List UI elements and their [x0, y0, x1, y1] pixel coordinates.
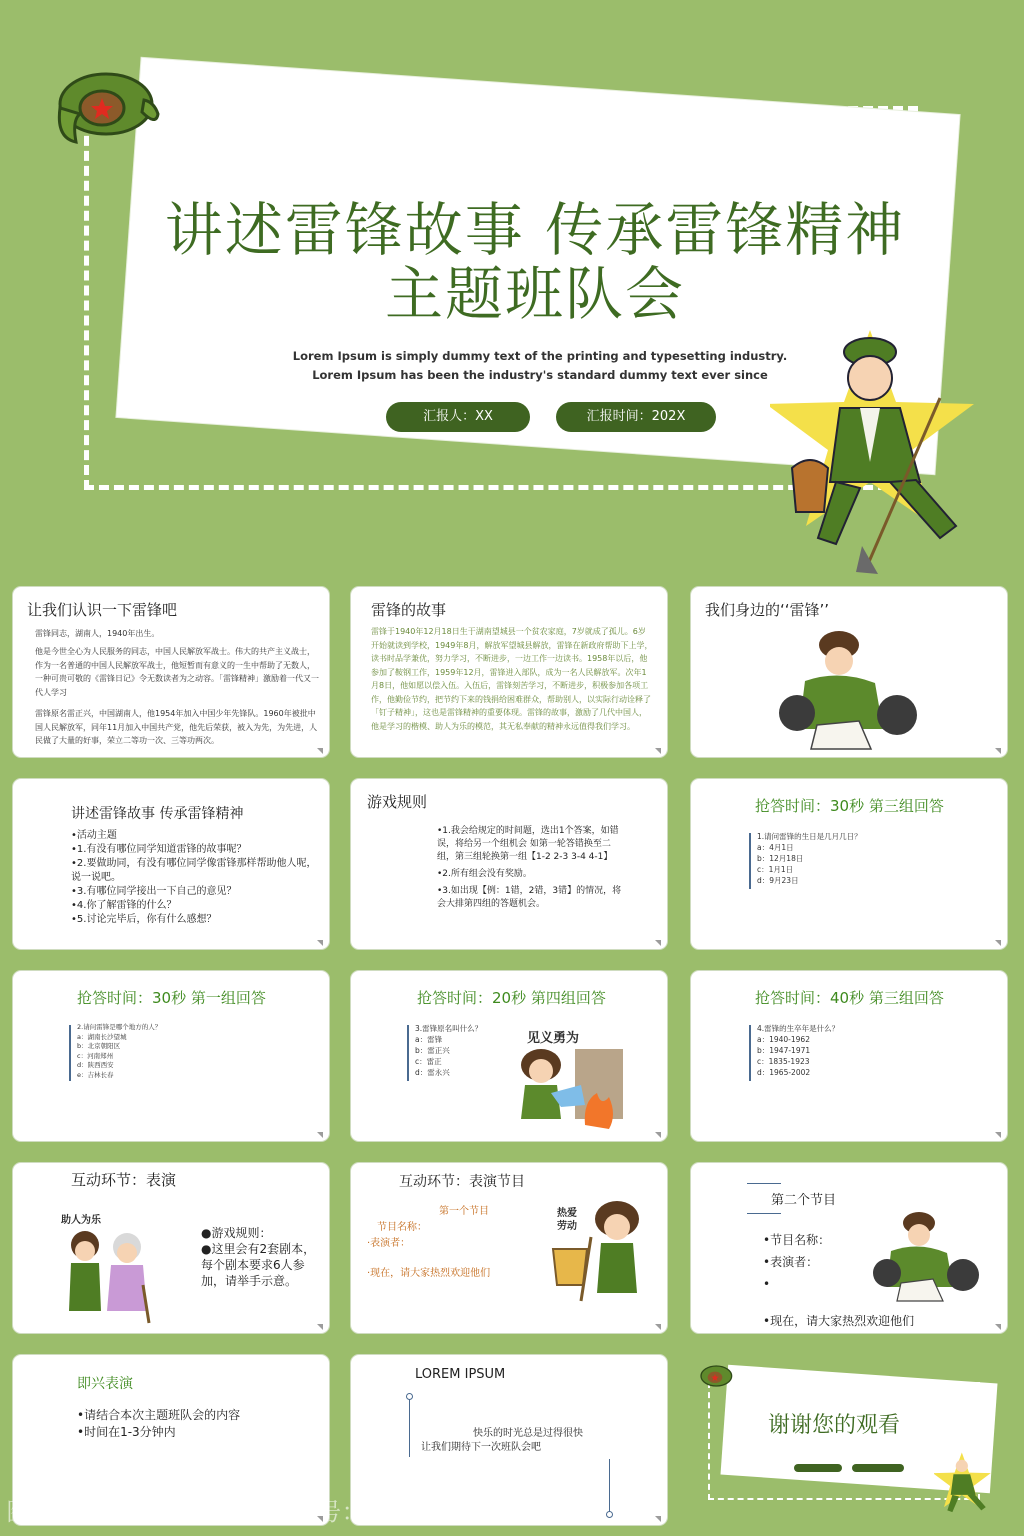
- list-item: •: [763, 1277, 771, 1291]
- soldier-figure: [934, 1442, 998, 1526]
- accent-bar: [407, 1025, 409, 1081]
- soldier-hat-icon: [46, 56, 164, 146]
- hero-subtitle-line2: Lorem Ipsum has been the industry's standard dummy text ever since: [312, 368, 768, 382]
- timeline-line: [409, 1397, 410, 1457]
- list-item: •节目名称：: [763, 1233, 831, 1247]
- slide-interactive-performance[interactable]: [12, 1162, 330, 1334]
- slide-activity-topics[interactable]: [12, 778, 330, 950]
- quiz-option: d：雷永兴: [415, 1068, 450, 1077]
- title-rule: [747, 1213, 781, 1214]
- timeline-dot: [606, 1511, 613, 1518]
- program-welcome: ·现在，请大家热烈欢迎他们: [367, 1268, 491, 1279]
- list-item: •2.要做助同，有没有哪位同学像雷锋那样帮助他人呢，说一说吧。: [71, 858, 317, 883]
- list-item: •3.如出现【例：1错，2错，3错】的情况，将会大排第四组的答题机会。: [437, 886, 622, 909]
- slide-title: 抢答时间：40秒 第三组回答: [755, 989, 944, 1007]
- corner-mark: [317, 1132, 323, 1138]
- slide-title: 互动环节：表演节目: [399, 1174, 525, 1190]
- slide-thanks[interactable]: [680, 1346, 1016, 1528]
- list-item: •5.讨论完毕后，你有什么感想？: [71, 914, 217, 925]
- slide-performance-show[interactable]: [350, 1162, 668, 1334]
- slide-title: 抢答时间：30秒 第一组回答: [77, 989, 266, 1007]
- list-item: •1.我会给规定的时间题，选出1个答案，如错误，将给另一个组机会 如第一轮答错换至二组，第三组轮换第一组【1-2 2-3 3-4 4-1】: [437, 826, 619, 862]
- quiz-question: 1.请问雷锋的生日是几月几日？: [757, 832, 862, 841]
- watermark: 图行天下photophoto.cn 编号：70115254: [6, 1498, 493, 1526]
- soldier-reading-figure: [771, 625, 931, 753]
- program-name: 节目名称：: [377, 1222, 427, 1233]
- slide-quiz-4[interactable]: [690, 970, 1008, 1142]
- quiz-option: d：1965-2002: [757, 1068, 811, 1077]
- accent-bar: [749, 1025, 751, 1081]
- slide-title: 第二个节目: [771, 1193, 837, 1208]
- corner-mark: [655, 1324, 661, 1330]
- quiz-options: [77, 1023, 317, 1080]
- program-heading: 第一个节目: [439, 1206, 489, 1217]
- hero-slide: [0, 0, 1024, 574]
- slide-quiz-1[interactable]: [690, 778, 1008, 950]
- corner-mark: [655, 748, 661, 754]
- slide-title: 讲述雷锋故事 传承雷锋精神: [71, 806, 244, 822]
- quiz-option: d：陕西西安: [77, 1061, 114, 1069]
- quiz-option: e：吉林长春: [77, 1070, 114, 1079]
- hero-title-line2: 主题班队会: [384, 260, 685, 328]
- quiz-option: a：湖南长沙望城: [77, 1032, 127, 1041]
- list-item: •1.有没有哪位同学知道雷锋的故事呢？: [71, 844, 247, 855]
- slide-quiz-3[interactable]: [350, 970, 668, 1142]
- corner-mark: [317, 748, 323, 754]
- slide-text-1: 雷锋同志，湖南人，1940年出生。: [35, 629, 160, 638]
- slide-title: 让我们认识一下雷锋吧: [27, 601, 178, 619]
- soldier-figure: [770, 312, 1000, 574]
- quiz-options: [757, 1023, 987, 1078]
- slide-title: LOREM IPSUM: [415, 1367, 506, 1382]
- corner-mark: [995, 940, 1001, 946]
- corner-mark: [655, 940, 661, 946]
- list-item: •时间在1-3分钟内: [77, 1425, 176, 1439]
- cleaning-girl-figure: [547, 1193, 657, 1309]
- slide-body: 雷锋于1940年12月18日生于湖南望城县一个贫农家庭，7岁就成了孤儿。6岁开始就读到学校，1949年8月，解放军望城县解放，雷锋在新政府帮助下上学，读书时品学兼优，努力学习，不断进步，一边工作一边读书。1958年以后，他参加了鞍钢工作，1959年12月，雷锋进入部队，成为一名人民解放军。次年1月8日，他如愿以偿入伍。入伍后，雷锋刻苦学习，不断进步，积极参加各项工作，他勤俭节约，把节约下来的钱捐给困难群众，帮助别人，以实际行动诠释了「钉子精神」，这也是雷锋精神的重要体现。雷锋的故事，激励了几代中国人，他是学习的楷模、助人为乐的模范，其无私奉献的精神永远值得我们学习。: [371, 627, 653, 731]
- hero-title-line1: 讲述雷锋故事 传承雷锋精神: [164, 196, 906, 264]
- list-item: •活动主题: [71, 830, 117, 841]
- quiz-option: c：雷正: [415, 1057, 442, 1066]
- list-item: •4.你了解雷锋的什么？: [71, 900, 177, 911]
- quiz-option: a：4月1日: [757, 843, 794, 852]
- slide-title: 抢答时间：30秒 第三组回答: [755, 797, 944, 815]
- program-footer: •现在，请大家热烈欢迎他们: [763, 1314, 915, 1328]
- rules-list: [437, 825, 627, 911]
- list-item: •请结合本次主题班队会的内容: [77, 1408, 241, 1422]
- improv-list: [77, 1407, 317, 1441]
- timeline-line: [609, 1459, 610, 1515]
- timeline-dot: [406, 1393, 413, 1400]
- corner-mark: [995, 1132, 1001, 1138]
- list-item: •3.有哪位同学接出一下自己的意见？: [71, 886, 237, 897]
- quiz-option: b：1947-1971: [757, 1046, 811, 1055]
- illustration-tag: 见义勇为: [527, 1031, 580, 1046]
- quiz-option: b：12月18日: [757, 854, 804, 863]
- slide-game-rules[interactable]: [350, 778, 668, 950]
- thanks-pill: [852, 1464, 904, 1472]
- quiz-options: [757, 831, 987, 886]
- accent-bar: [749, 833, 751, 889]
- accent-bar: [69, 1025, 71, 1081]
- quiz-question: 3.雷锋原名叫什么？: [415, 1024, 483, 1033]
- program-performer: ·表演者：: [367, 1238, 411, 1249]
- quiz-option: b：雷正兴: [415, 1046, 450, 1055]
- hero-title: [120, 198, 950, 326]
- slide-second-program[interactable]: [690, 1162, 1008, 1334]
- list-item: ●游戏规则：: [201, 1226, 272, 1240]
- quiz-question: 2.请问雷锋是哪个地方的人？: [77, 1023, 162, 1031]
- reporter-pill: 汇报人：XX: [386, 402, 530, 432]
- corner-mark: [317, 1324, 323, 1330]
- report-time-pill: 汇报时间：202X: [556, 402, 716, 432]
- slide-text-2: 他是今世全心为人民服务的同志，中国人民解放军战士。伟大的共产主义战士，作为一名普通的中国人民解放军战士，他短暂而有意义的一生中帮助了无数人，一种可贵可敬的《雷锋日记》令无数读者为之动容。「雷锋精神」激励着一代又一代人学习: [35, 647, 319, 697]
- hero-subtitle-line1: Lorem Ipsum is simply dummy text of the printing and typesetting industry.: [292, 349, 788, 363]
- firefighter-girl-figure: [505, 1045, 625, 1137]
- quiz-option: c：1月1日: [757, 865, 794, 874]
- game-rule-list: [201, 1225, 325, 1289]
- slide-title: 抢答时间：20秒 第四组回答: [417, 989, 606, 1007]
- quiz-option: c：河南郑州: [77, 1051, 114, 1060]
- hero-subtitle: [250, 347, 830, 385]
- corner-mark: [655, 1516, 661, 1522]
- list-item: •表演者：: [763, 1255, 819, 1269]
- closing-line-2: 让我们期待下一次班队会吧: [421, 1442, 541, 1453]
- corner-mark: [317, 940, 323, 946]
- slide-title: 雷锋的故事: [371, 601, 447, 619]
- corner-mark: [655, 1132, 661, 1138]
- slide-quiz-2[interactable]: [12, 970, 330, 1142]
- quiz-option: b：北京朝阳区: [77, 1042, 121, 1050]
- slide-title: 互动环节：表演: [71, 1171, 177, 1189]
- list-item: ●这里会有2套剧本，每个剧本要求6人参加，请举手示意。: [201, 1242, 316, 1288]
- soldier-reading-figure: [867, 1207, 987, 1303]
- quiz-option: a：1940-1962: [757, 1035, 810, 1044]
- slide-title: 即兴表演: [77, 1376, 133, 1392]
- quiz-options: [415, 1023, 515, 1078]
- slide-leifeng-around-us[interactable]: [690, 586, 1008, 758]
- corner-mark: [995, 748, 1001, 754]
- thanks-title: 谢谢您的观看: [768, 1413, 901, 1438]
- quiz-option: d：9月23日: [757, 876, 799, 885]
- program-list: [763, 1229, 863, 1295]
- thanks-pill: [794, 1464, 842, 1472]
- closing-line-1: 快乐的时光总是过得很快: [473, 1428, 583, 1439]
- illustration-tag: 助人为乐: [61, 1215, 101, 1226]
- corner-mark: [995, 1324, 1001, 1330]
- list-item: •2.所有组会没有奖励。: [437, 869, 532, 879]
- topic-list: [71, 829, 319, 927]
- slide-leifeng-story[interactable]: [350, 586, 668, 758]
- quiz-option: a：雷锋: [415, 1035, 443, 1044]
- illustration-tag: 热爱劳动: [557, 1208, 577, 1232]
- slide-know-leifeng[interactable]: [12, 586, 330, 758]
- soldier-hat-icon: [696, 1360, 736, 1390]
- helping-elder-figure: [57, 1225, 157, 1325]
- slide-title: 我们身边的‘‘雷锋’’: [705, 601, 830, 619]
- quiz-question: 4.雷锋的生卒年是什么？: [757, 1024, 840, 1033]
- slide-text-3: 雷锋原名雷正兴，中国湖南人，他1954年加入中国少年先锋队。1960年被批中国人民解放军，同年11月加入中国共产党，他先后荣获，被入为先，为先进，人民做了大量的好事，荣立二等功一次、三等功两次。: [35, 709, 318, 745]
- slide-title: 游戏规则: [367, 793, 428, 811]
- quiz-option: c：1835-1923: [757, 1057, 810, 1066]
- title-rule: [747, 1183, 781, 1184]
